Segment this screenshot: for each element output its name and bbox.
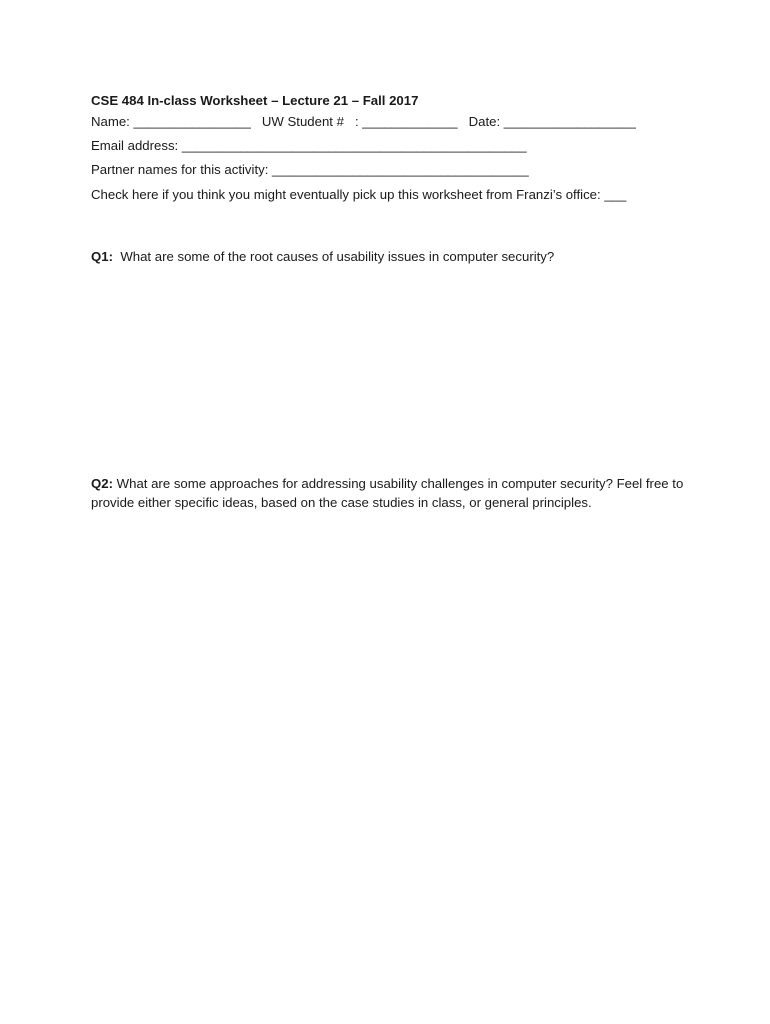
worksheet-title: CSE 484 In-class Worksheet – Lecture 21 – Fall 2017 [91, 93, 419, 108]
name-student-date-line [91, 114, 636, 130]
pickup-checkbox-line: Check here if you think you might eventually pick up this worksheet from Franzi’s office: ___ [91, 187, 627, 202]
student-number-field-label: UW Student # : _____________ [261, 114, 458, 129]
question-2-text: What are some approaches for addressing usability challenges in computer security? Feel free to provide either specific ideas, based on the case studies in class, or general principles. [91, 476, 684, 510]
question-1-label: Q1: [91, 249, 113, 264]
question-2-label: Q2: [91, 476, 113, 491]
date-field-label: Date: __________________ [468, 114, 636, 129]
question-1-text: What are some of the root causes of usability issues in computer security? [120, 249, 555, 264]
email-field-label: Email address: _______________________________________________ [91, 138, 527, 153]
question-2 [91, 474, 691, 512]
partner-names-field-label: Partner names for this activity: ___________________________________ [91, 162, 529, 177]
question-1 [91, 249, 554, 265]
name-field-label: Name: ________________ [91, 114, 251, 129]
